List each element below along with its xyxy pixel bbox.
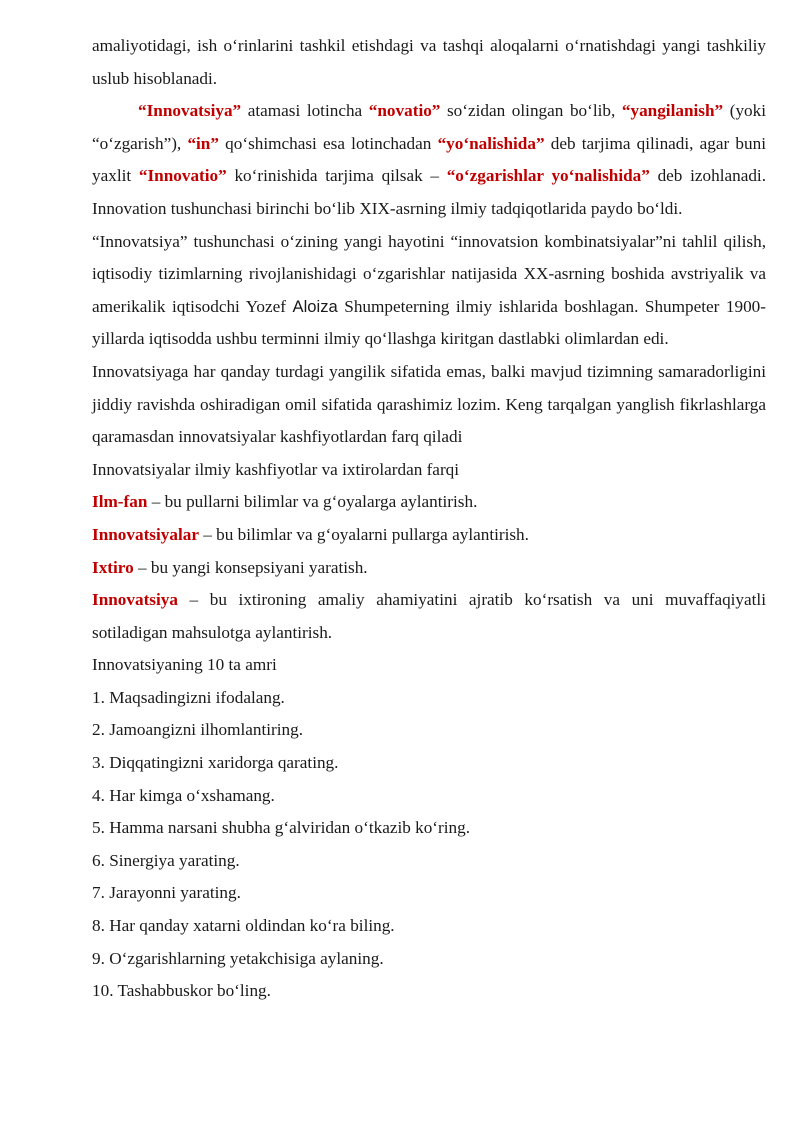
list-item: 3. Diqqatingizni xaridorga qarating. — [92, 753, 339, 773]
paragraph-schumpeter — [92, 226, 766, 356]
list-item: 8. Har qanday xatarni oldindan ko‘ra biling. — [92, 916, 395, 936]
text-span: atamasi lotincha — [241, 101, 369, 121]
definition-term: Ilm-fan — [92, 492, 148, 512]
definition-item — [92, 552, 766, 585]
paragraph-etymology — [92, 95, 766, 225]
definitions-list — [92, 486, 766, 649]
list-item: 6. Sinergiya yarating. — [92, 850, 240, 870]
text-span: deb izohlanadi. Innovation tushunchasi birinchi bo‘lib XIX-asrning ilmiy tadqiqotlarida paydo bo‘ldi. — [92, 166, 766, 218]
definition-text: – bu yangi konsepsiyani yaratish. — [133, 557, 368, 577]
term-in: “in” — [187, 133, 219, 153]
text-span: “Innovatsiya” tushunchasi o‘zining yangi hayotini “innovatsion kombinatsiyalar”ni tahlil qilish, iqtisodiy tizimlarning rivojlanishidagi o‘zgarishlar natijasida XX-asrning boshida avstriyalik va amerikalik iqtisodchi Yozef — [92, 231, 766, 316]
list-item: 5. Hamma narsani shubha g‘alviridan o‘tkazib ko‘ring. — [92, 818, 471, 838]
term-yonalishida: “yo‘nalishida” — [437, 133, 545, 153]
list-item: 7. Jarayonni yarating. — [92, 883, 241, 903]
definition-item — [92, 519, 766, 552]
list-item: 10. Tashabbuskor bo‘ling. — [92, 981, 271, 1001]
list-item: 1. Maqsadingizni ifodalang. — [92, 687, 285, 707]
list-title: Innovatsiyaning 10 ta amri — [92, 655, 277, 675]
text-span: Shumpeterning ilmiy ishlarida boshlagan. Shumpeter 1900-yillarda iqtisodda ushbu terminni ilmiy qo‘llashga kiritgan dastlabki olimlardan edi. — [92, 296, 766, 349]
definition-text: – bu pullarni bilimlar va g‘oyalarga aylantirish. — [147, 492, 478, 512]
definition-item — [92, 584, 766, 649]
definition-text: – bu ixtironing amaliy ahamiyatini ajratib ko‘rsatish va uni muvaffaqiyatli sotiladigan mahsulotga aylantirish. — [92, 590, 766, 642]
definition-term: Innovatsiyalar — [92, 524, 199, 544]
paragraph-differences-heading: Innovatsiyalar ilmiy kashfiyotlar va ixtirolardan farqi — [92, 459, 460, 479]
name-aloiza: Aloiza — [292, 296, 338, 316]
text-span: ko‘rinishida tarjima qilsak – — [226, 166, 447, 186]
list-item: 4. Har kimga o‘xshamang. — [92, 785, 275, 805]
document-page — [92, 30, 766, 1008]
definition-text: – bu bilimlar va g‘oyalarni pullarga aylantirish. — [198, 524, 529, 544]
term-ozgarishlar-yonalishida: “o‘zgarishlar yo‘nalishida” — [446, 166, 650, 186]
term-yangilanish: “yangilanish” — [621, 101, 724, 121]
paragraph-innovation-view: Innovatsiyaga har qanday turdagi yangilik sifatida emas, balki mavjud tizimning samaradorligini jiddiy ravishda oshiradigan omil sifatida qarashimiz lozim. Keng tarqalgan yanglish fikrlashlarga qaramasdan innovatsiyalar kashfiyotlardan farq qiladi — [92, 361, 766, 447]
text-span: (yoki “o‘zgarish”), — [92, 101, 767, 153]
term-novatio: “novatio” — [368, 101, 441, 121]
definition-term: Ixtiro — [92, 557, 134, 577]
commandments-list — [92, 682, 766, 1008]
definition-term: Innovatsiya — [92, 590, 178, 610]
term-innovatio: “Innovatio” — [138, 166, 227, 186]
term-innovatsiya: “Innovatsiya” — [138, 101, 242, 121]
text-span: so‘zidan olingan bo‘lib, — [440, 101, 622, 121]
text-span: qo‘shimchasi esa lotinchadan — [218, 133, 438, 153]
definition-item — [92, 486, 766, 519]
list-item: 2. Jamoangizni ilhomlantiring. — [92, 720, 303, 740]
text-span: deb tarjima qilinadi, agar buni yaxlit — [92, 133, 766, 186]
paragraph-intro-continuation: amaliyotidagi, ish o‘rinlarini tashkil etishdagi va tashqi aloqalarni o‘rnatishdagi yangi tashkiliy uslub hisoblanadi. — [92, 36, 766, 88]
list-item: 9. O‘zgarishlarning yetakchisiga aylaning. — [92, 948, 384, 968]
